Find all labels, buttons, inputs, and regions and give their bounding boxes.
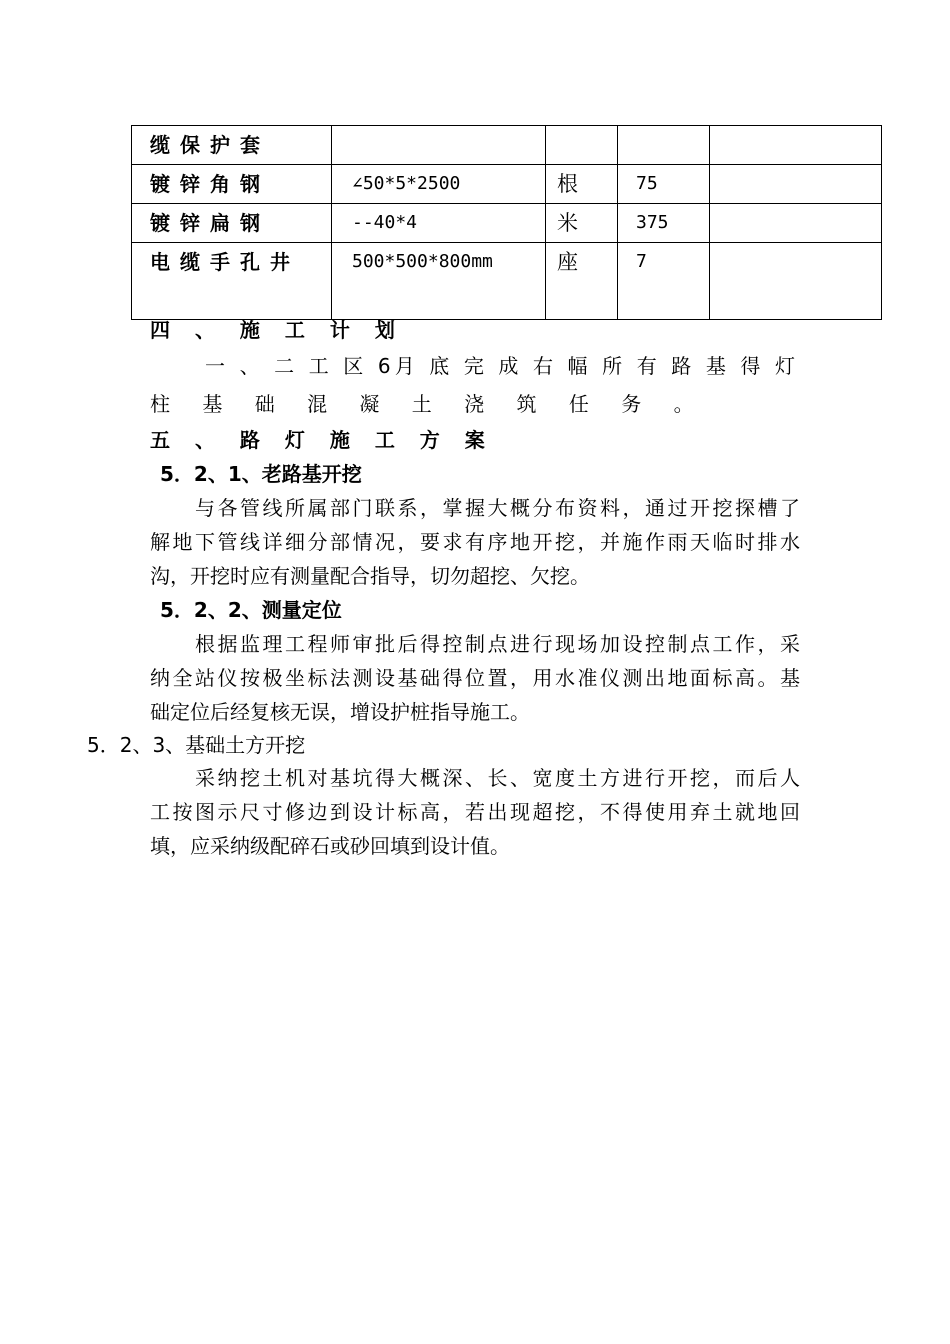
section-5-heading: 五 、 路 灯 施 工 方 案 (150, 428, 494, 452)
cell-qty (618, 126, 710, 165)
cell-name: 电缆手孔井 (132, 243, 332, 320)
subsection-5-2-2-line-1: 根据监理工程师审批后得控制点进行现场加设控制点工作，采 (195, 632, 800, 656)
subsection-5-2-1-line-1: 与各管线所属部门联系，掌握大概分布资料，通过开挖探槽了 (195, 496, 800, 520)
cell-note (710, 126, 882, 165)
subsection-5-2-3-line-2: 工按图示尺寸修边到设计标高，若出现超挖，不得使用弃土就地回 (150, 800, 800, 824)
section-4-heading: 四 、 施 工 计 划 (150, 318, 404, 342)
subsection-5-2-2-line-3: 础定位后经复核无误，增设护桩指导施工。 (150, 700, 530, 724)
table-row (132, 165, 882, 204)
subsection-5-2-3-line-1: 采纳挖土机对基坑得大概深、长、宽度土方进行开挖，而后人 (195, 766, 800, 790)
subsection-5-2-1-line-3: 沟，开挖时应有测量配合指导，切勿超挖、欠挖。 (150, 564, 590, 588)
cell-unit: 米 (546, 204, 618, 243)
subsection-5-2-1-heading: 5．2、1、老路基开挖 (160, 462, 362, 486)
subsection-5-2-2-line-2: 纳全站仪按极坐标法测设基础得位置，用水准仪测出地面标高。基 (150, 666, 800, 690)
cell-note (710, 165, 882, 204)
cell-name: 缆保护套 (132, 126, 332, 165)
subsection-5-2-3-line-3: 填，应采纳级配碎石或砂回填到设计值。 (150, 834, 510, 858)
subsection-5-2-2-heading: 5．2、2、测量定位 (160, 598, 342, 622)
subsection-5-2-1-line-2: 解地下管线详细分部情况，要求有序地开挖，并施作雨天临时排水 (150, 530, 800, 554)
materials-table (131, 125, 882, 320)
cell-name: 镀锌角钢 (132, 165, 332, 204)
section-4-para-line-1: 一 、 二 工 区 6月 底 完 成 右 幅 所 有 路 基 得 灯 (205, 354, 795, 378)
cell-spec: --40*4 (332, 204, 546, 243)
cell-qty: 7 (618, 243, 710, 320)
cell-unit (546, 126, 618, 165)
section-4-para-line-2: 柱 基 础 混 凝 土 浇 筑 任 务 。 (150, 392, 707, 416)
subsection-5-2-3-heading: 5．2、3、基础土方开挖 (87, 733, 306, 757)
cell-note (710, 243, 882, 320)
cell-qty: 75 (618, 165, 710, 204)
cell-spec (332, 126, 546, 165)
cell-spec: ∠50*5*2500 (332, 165, 546, 204)
cell-name: 镀锌扁钢 (132, 204, 332, 243)
table-row (132, 243, 882, 320)
table-row (132, 126, 882, 165)
cell-qty: 375 (618, 204, 710, 243)
cell-spec: 500*500*800mm (332, 243, 546, 320)
cell-note (710, 204, 882, 243)
table-row (132, 204, 882, 243)
cell-unit: 座 (546, 243, 618, 320)
cell-unit: 根 (546, 165, 618, 204)
